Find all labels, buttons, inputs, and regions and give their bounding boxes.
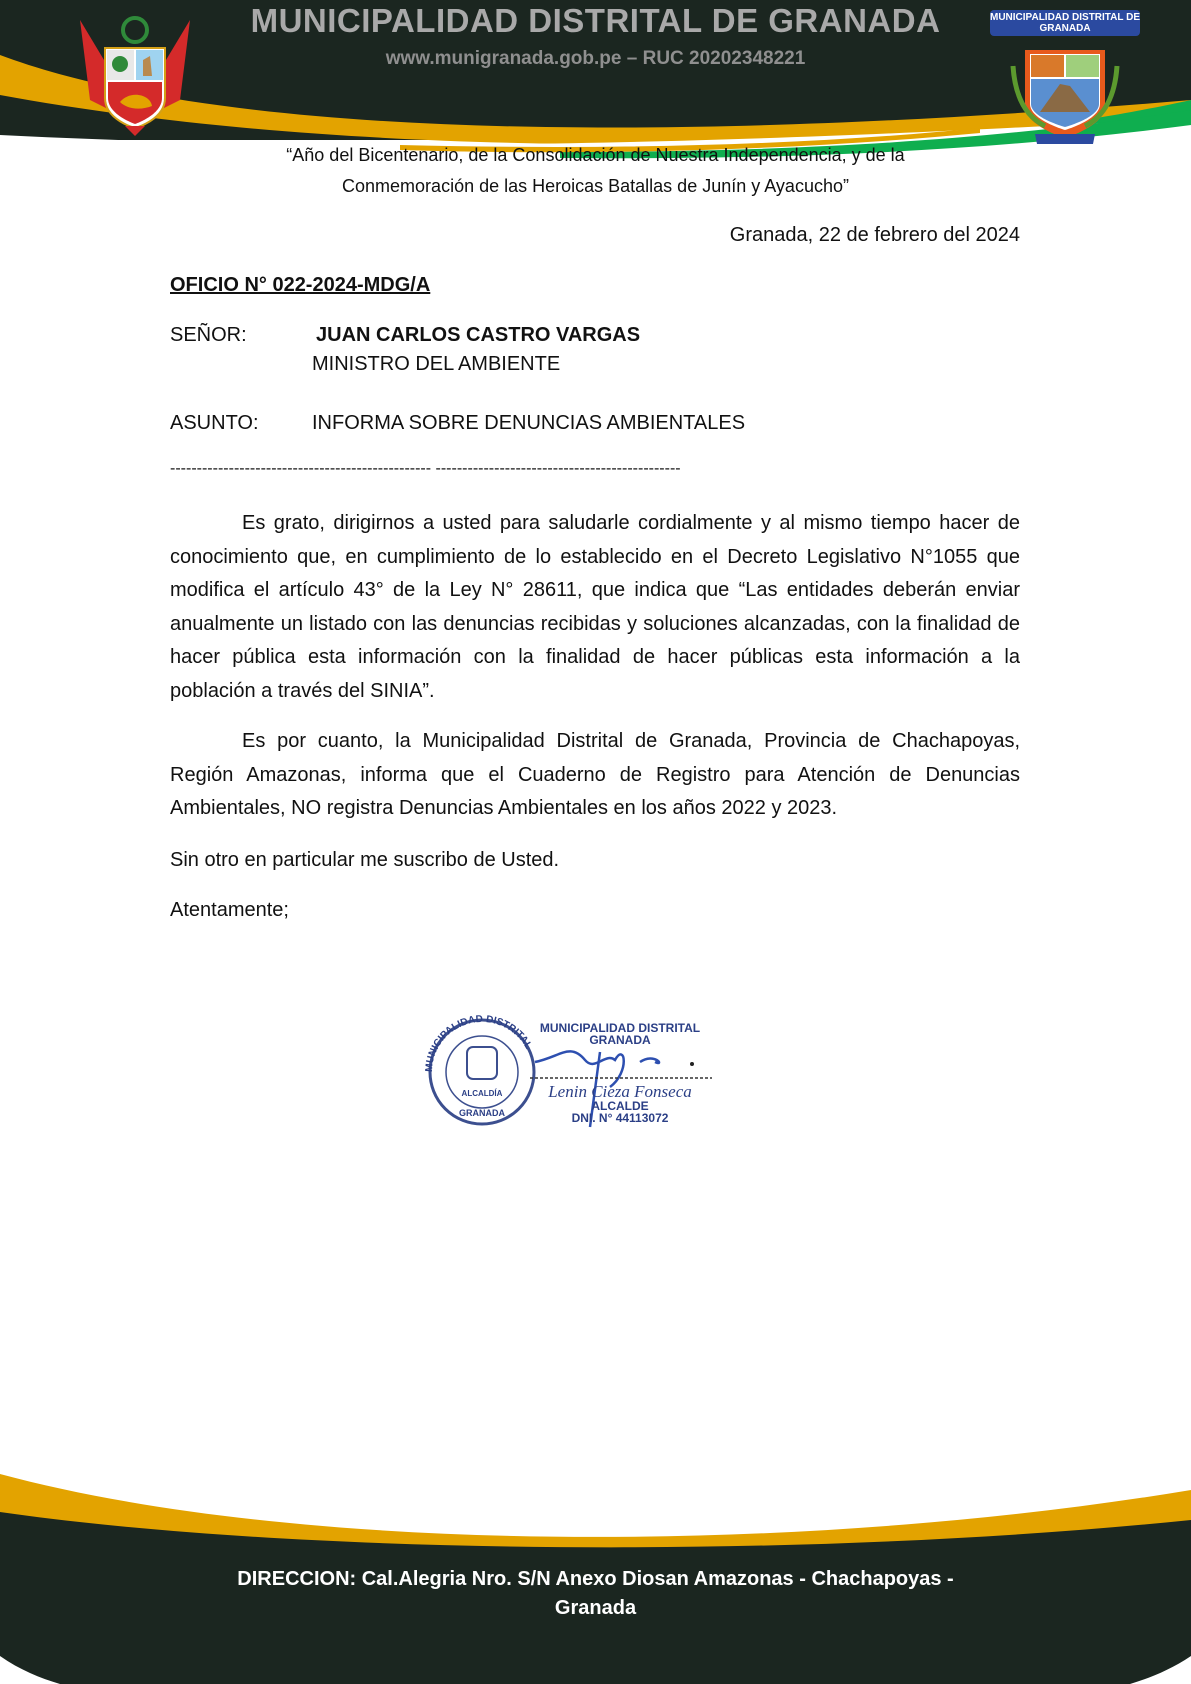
granada-district-emblem-icon <box>1005 26 1125 148</box>
subject-label: ASUNTO: <box>170 412 259 434</box>
separator-line: ------------------------------------------------- ---------------------------------------------- <box>170 460 681 477</box>
footer-address-line1: DIRECCION: Cal.Alegria Nro. S/N Anexo Diosan Amazonas - Chachapoyas - <box>237 1568 954 1590</box>
closing-line: Sin otro en particular me suscribo de Usted. <box>170 849 560 871</box>
footer-address-line2: Granada <box>554 1597 637 1619</box>
signer-role: ALCALDE <box>591 1099 649 1113</box>
emblem-ribbon-text: MUNICIPALIDAD DISTRITAL DE GRANADA <box>990 12 1140 34</box>
recipient-title: MINISTRO DEL AMBIENTE <box>312 353 561 375</box>
subject-text: INFORMA SOBRE DENUNCIAS AMBIENTALES <box>312 412 746 434</box>
year-motto-line2: Conmemoración de las Heroicas Batallas de Junín y Ayacucho” <box>342 176 849 196</box>
recipient-name: JUAN CARLOS CASTRO VARGAS <box>316 324 641 346</box>
seal-center-text: ALCALDÍA <box>461 1089 503 1098</box>
recipient-label: SEÑOR: <box>170 324 247 346</box>
footer-address <box>0 1565 1191 1623</box>
stamp-line2: GRANADA <box>589 1033 651 1047</box>
letter-reference: OFICIO N° 022-2024-MDG/A <box>170 274 431 296</box>
signature-block <box>420 1012 720 1142</box>
paragraph-1: Es grato, dirigirnos a usted para saludarle cordialmente y al mismo tiempo hacer de conocimiento que, en cumplimiento de lo establecido en el Decreto Legislativo N°1055 que modifica el artículo 43° de la Ley N° 28611, que indica que “Las entidades deberán enviar anualmente un listado con las denuncias recibidas y soluciones alcanzadas, con la finalidad de hacer pública esta información con la finalidad de hacer públicas esta información a la población a través del SINIA”. <box>170 512 1020 702</box>
year-motto-line1: “Año del Bicentenario, de la Consolidación de Nuestra Independencia, y de la <box>286 145 905 165</box>
signer-name: Lenin Cieza Fonseca <box>548 1082 692 1101</box>
letter-date: Granada, 22 de febrero del 2024 <box>729 224 1020 246</box>
header-title: MUNICIPALIDAD DISTRITAL DE GRANADA <box>250 2 941 39</box>
header-subtitle: www.munigranada.gob.pe – RUC 20202348221 <box>385 48 806 69</box>
stamp-line1: MUNICIPALIDAD DISTRITAL <box>539 1021 701 1035</box>
closing-salutation: Atentamente; <box>170 899 289 921</box>
seal-bottom-text: GRANADA <box>459 1108 505 1118</box>
official-seal-icon <box>420 1012 720 1142</box>
signer-dni: DNI. N° 44113072 <box>571 1111 669 1125</box>
seal-ring-text: MUNICIPALIDAD DISTRITAL <box>423 1013 534 1073</box>
paragraph-2: Es por cuanto, la Municipalidad Distrital de Granada, Provincia de Chachapoyas, Región Amazonas, informa que el Cuaderno de Registro para Atención de Denuncias Ambientales, NO registra Denuncias Ambientales en los años 2022 y 2023. <box>170 730 1020 819</box>
